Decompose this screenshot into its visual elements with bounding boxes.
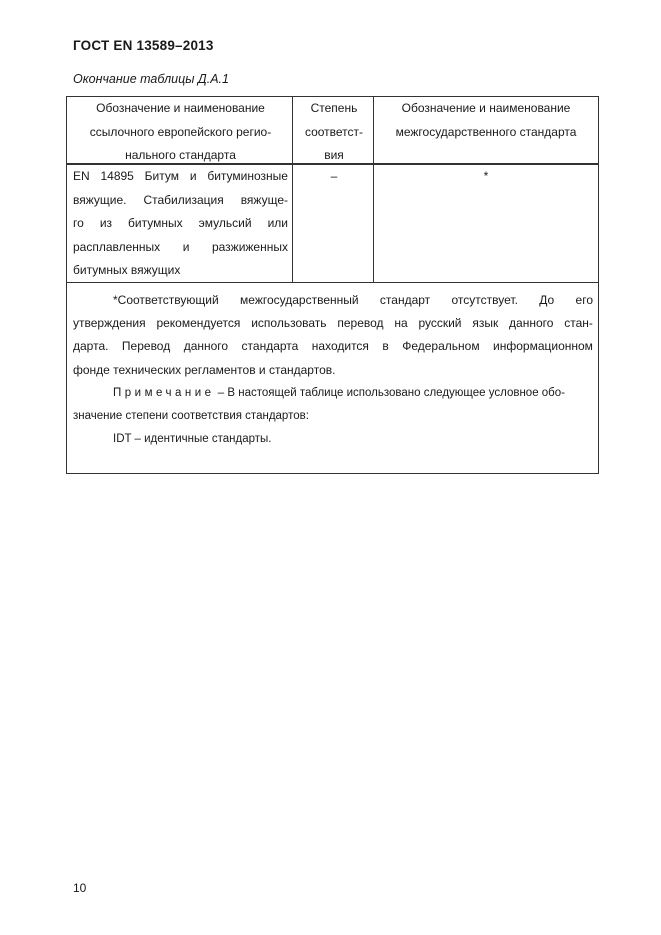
- word: расплавленных: [73, 239, 161, 254]
- note-line: значение степени соответствия стандартов:: [73, 410, 309, 423]
- word: *Соответствующий: [113, 293, 219, 307]
- ref-line: [73, 212, 288, 236]
- word: отсутствует.: [451, 293, 518, 307]
- word: утверждения: [73, 316, 146, 331]
- header-text-line: вия: [324, 148, 344, 162]
- table-caption: Окончание таблицы Д.А.1: [73, 72, 229, 86]
- word: использовать: [251, 316, 327, 331]
- table-note: [73, 382, 593, 452]
- header-text-line: соответст-: [304, 124, 364, 139]
- word: данного: [509, 316, 554, 331]
- word: го: [73, 216, 84, 230]
- header-text-line: межгосударственного стандарта: [395, 124, 577, 139]
- word: перевод: [337, 316, 384, 331]
- word: рекомендуется: [156, 316, 241, 331]
- header-degree: [295, 97, 373, 168]
- ref-line: [73, 165, 288, 189]
- ref-line: [73, 236, 288, 260]
- word: находится: [311, 339, 369, 354]
- word: Стабилизация: [143, 192, 224, 207]
- cell-ref-standard: [73, 165, 288, 283]
- word: До: [539, 293, 555, 307]
- word: русский: [418, 316, 462, 331]
- word: стандарт: [379, 293, 431, 307]
- word: в: [382, 339, 389, 354]
- header-text-line: нального стандарта: [125, 148, 236, 162]
- header-text-line: Обозначение и наименование: [96, 101, 265, 115]
- standards-table: [66, 96, 599, 474]
- word: язык: [472, 316, 499, 331]
- document-header: ГОСТ EN 13589–2013: [73, 38, 214, 53]
- table-notes: [67, 283, 598, 475]
- word: Битум: [144, 169, 179, 183]
- ref-line: битумных вяжущих: [73, 263, 181, 277]
- footnote: [73, 289, 593, 382]
- footnote-line: [73, 312, 593, 335]
- word: стандарта: [241, 339, 299, 354]
- idt-line: IDT – идентичные стандарты.: [113, 433, 272, 446]
- note-label: Примечание: [113, 387, 215, 399]
- header-text-line: Обозначение и наименование: [401, 101, 571, 115]
- word: данного: [183, 339, 229, 354]
- word: и: [189, 169, 197, 183]
- column-divider: [292, 165, 293, 282]
- header-text-line: ссылочного европейского регио-: [89, 124, 272, 139]
- word: битуминозные: [207, 169, 288, 183]
- word: межгосударственный: [240, 293, 359, 307]
- word: или: [267, 216, 288, 230]
- word: из: [99, 216, 113, 230]
- word: информационном: [493, 339, 593, 354]
- column-divider: [373, 97, 374, 163]
- word: вяжуще-: [240, 192, 288, 207]
- column-divider: [292, 97, 293, 163]
- word: эмульсий: [198, 216, 252, 230]
- page-number: 10: [73, 881, 87, 895]
- word: стан-: [564, 316, 593, 331]
- header-ref-standard: [73, 97, 288, 168]
- word: Федеральном: [402, 339, 480, 354]
- table-header-row: [67, 97, 598, 165]
- note-line: Примечание – В настоящей таблице использовано следующее условное обо-: [113, 387, 565, 399]
- cell-degree: –: [330, 169, 338, 183]
- footnote-line: фонде технических регламентов и стандартов.: [73, 362, 336, 377]
- header-interstate-standard: [375, 97, 597, 144]
- table-row: [67, 165, 598, 283]
- word: EN: [73, 169, 90, 183]
- ref-line: [73, 189, 288, 213]
- word: вяжущие.: [73, 192, 127, 207]
- column-divider: [373, 165, 374, 282]
- word: на: [394, 316, 408, 331]
- word: 14895: [100, 169, 134, 183]
- word: дарта.: [73, 339, 109, 354]
- word: его: [575, 293, 593, 307]
- word: битумных: [128, 216, 183, 230]
- word: Перевод: [121, 339, 171, 354]
- word: разжиженных: [211, 239, 288, 254]
- word: и: [182, 239, 190, 254]
- cell-interstate-standard: *: [483, 169, 489, 183]
- footnote-line: [73, 289, 593, 312]
- footnote-line: [73, 335, 593, 358]
- header-text-line: Степень: [310, 101, 358, 115]
